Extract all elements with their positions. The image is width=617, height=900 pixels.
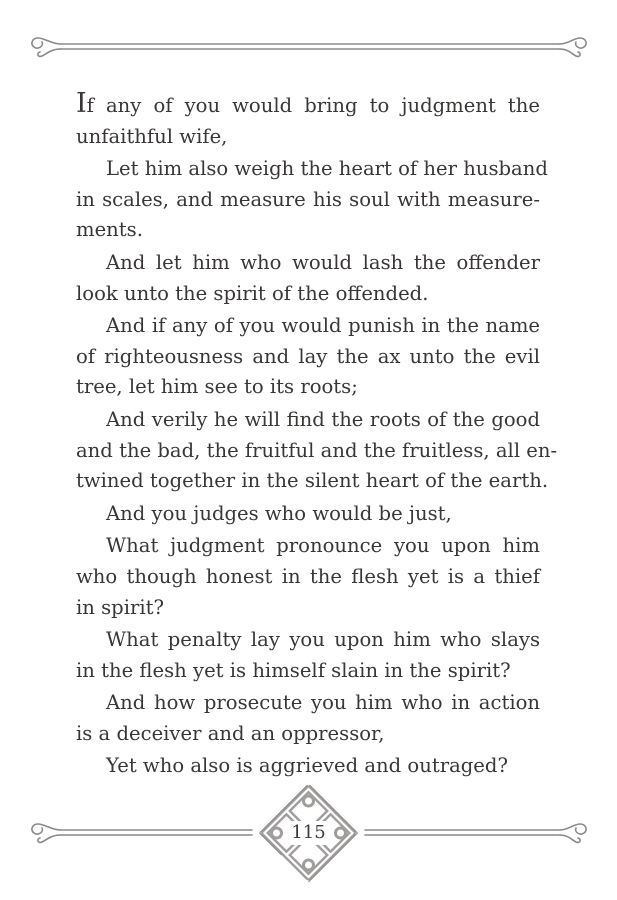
text-line: in the flesh yet is himself slain in the spirit? xyxy=(76,658,511,682)
page-number: 115 xyxy=(291,822,326,843)
text-line xyxy=(76,88,540,122)
text-line: in spirit? xyxy=(76,595,164,619)
text-line: What penalty lay you upon him who slays xyxy=(106,628,540,652)
text-line: in scales, and measure his soul with measure- xyxy=(76,187,540,211)
text-line: And how prosecute you him who in action xyxy=(106,691,540,715)
text-line: Let him also weigh the heart of her husband xyxy=(106,157,548,181)
text-line: And if any of you would punish in the name xyxy=(106,314,540,338)
text-line: Yet who also is aggrieved and outraged? xyxy=(106,754,508,778)
text-line: look unto the spirit of the offended. xyxy=(76,281,429,305)
text-line: And you judges who would be just, xyxy=(106,501,452,525)
text-line: who though honest in the flesh yet is a thief xyxy=(76,564,540,588)
text-line: unfaithful wife, xyxy=(76,124,228,148)
text-line: and the bad, the fruitful and the fruitless, all en- xyxy=(76,438,558,462)
poem-text xyxy=(76,88,558,782)
text-line: twined together in the silent heart of the earth. xyxy=(76,469,549,493)
initial-letter: I xyxy=(76,88,87,119)
text-line: is a deceiver and an oppressor, xyxy=(76,721,385,745)
text-line: And verily he will find the roots of the good xyxy=(106,407,540,431)
text-line: tree, let him see to its roots; xyxy=(76,375,358,399)
text-line: What judgment pronounce you upon him xyxy=(106,534,540,558)
top-ornamental-rule xyxy=(0,22,617,62)
text-line: ments. xyxy=(76,218,143,242)
text-line-rest: f any of you would bring to judgment the xyxy=(86,94,540,117)
text-line: And let him who would lash the offender xyxy=(106,250,540,274)
text-line: of righteousness and lay the ax unto the evil xyxy=(76,344,540,368)
